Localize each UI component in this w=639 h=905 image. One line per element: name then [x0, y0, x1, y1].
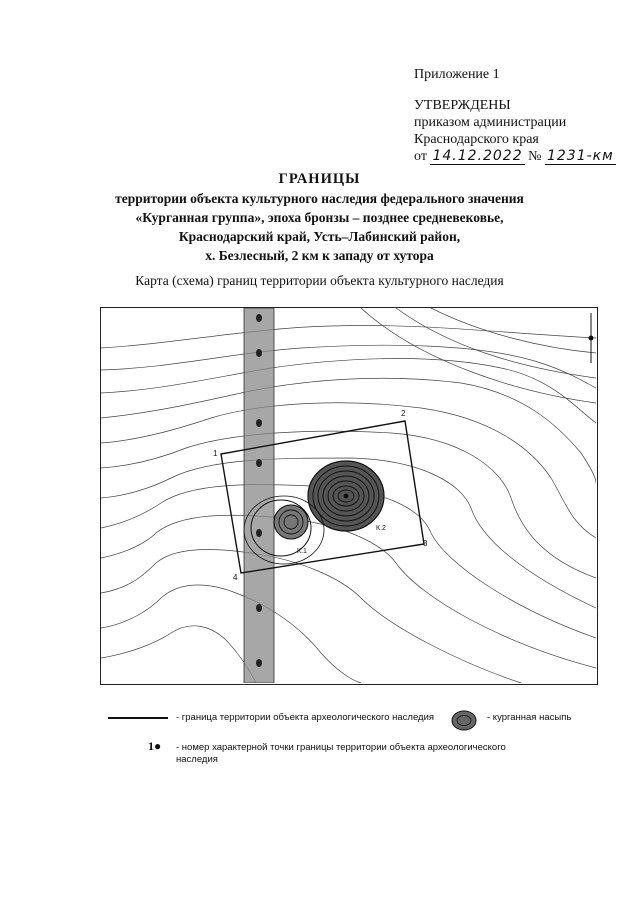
- legend-point-text: - номер характерной точки границы территории объекта археологического наследия: [176, 742, 506, 765]
- approval-date: 14.12.2022: [432, 148, 523, 164]
- appendix-label: Приложение 1: [414, 67, 500, 82]
- approval-block: [414, 66, 616, 165]
- mound-k1-label: К.1: [297, 548, 307, 555]
- boundary-map: [100, 307, 598, 685]
- map-caption: Карта (схема) границ территории объекта культурного наследия: [135, 273, 504, 288]
- legend-mound-icon: [451, 710, 477, 731]
- document-title: [0, 170, 639, 265]
- point-3-label: 3: [423, 539, 428, 548]
- point-2-label: 2: [401, 409, 406, 418]
- mound-k2: [308, 461, 384, 531]
- title-line-1: территории объекта культурного наследия федерального значения: [115, 191, 524, 206]
- approval-number: 1231-км: [546, 148, 614, 164]
- legend-boundary-text: - граница территории объекта археологического наследия: [176, 712, 435, 723]
- title-main: ГРАНИЦЫ: [278, 171, 361, 187]
- mound-k2-label: К.2: [376, 525, 386, 532]
- legend-point-symbol: 1●: [148, 739, 162, 753]
- road-band: [244, 308, 274, 683]
- approval-line-2: Краснодарского края: [414, 132, 539, 147]
- north-marker: [589, 313, 594, 363]
- title-line-4: х. Безлесный, 2 км к западу от хутора: [205, 248, 434, 263]
- title-line-3: Краснодарский край, Усть–Лабинский район,: [178, 229, 461, 244]
- approval-line-1: приказом администрации: [414, 115, 567, 130]
- legend-mound-text: - курганная насыпь: [487, 712, 572, 723]
- approval-date-line: [414, 148, 616, 165]
- point-4-label: 4: [233, 573, 238, 582]
- date-prefix: от: [414, 149, 427, 164]
- map-drawing: [101, 308, 596, 683]
- approved-label: УТВЕРЖДЕНЫ: [414, 98, 511, 113]
- number-sign: №: [528, 149, 542, 164]
- point-1-label: 1: [213, 449, 218, 458]
- title-line-2: «Курганная группа», эпоха бронзы – позднее средневековье,: [135, 210, 504, 225]
- legend-boundary-line: [108, 717, 168, 719]
